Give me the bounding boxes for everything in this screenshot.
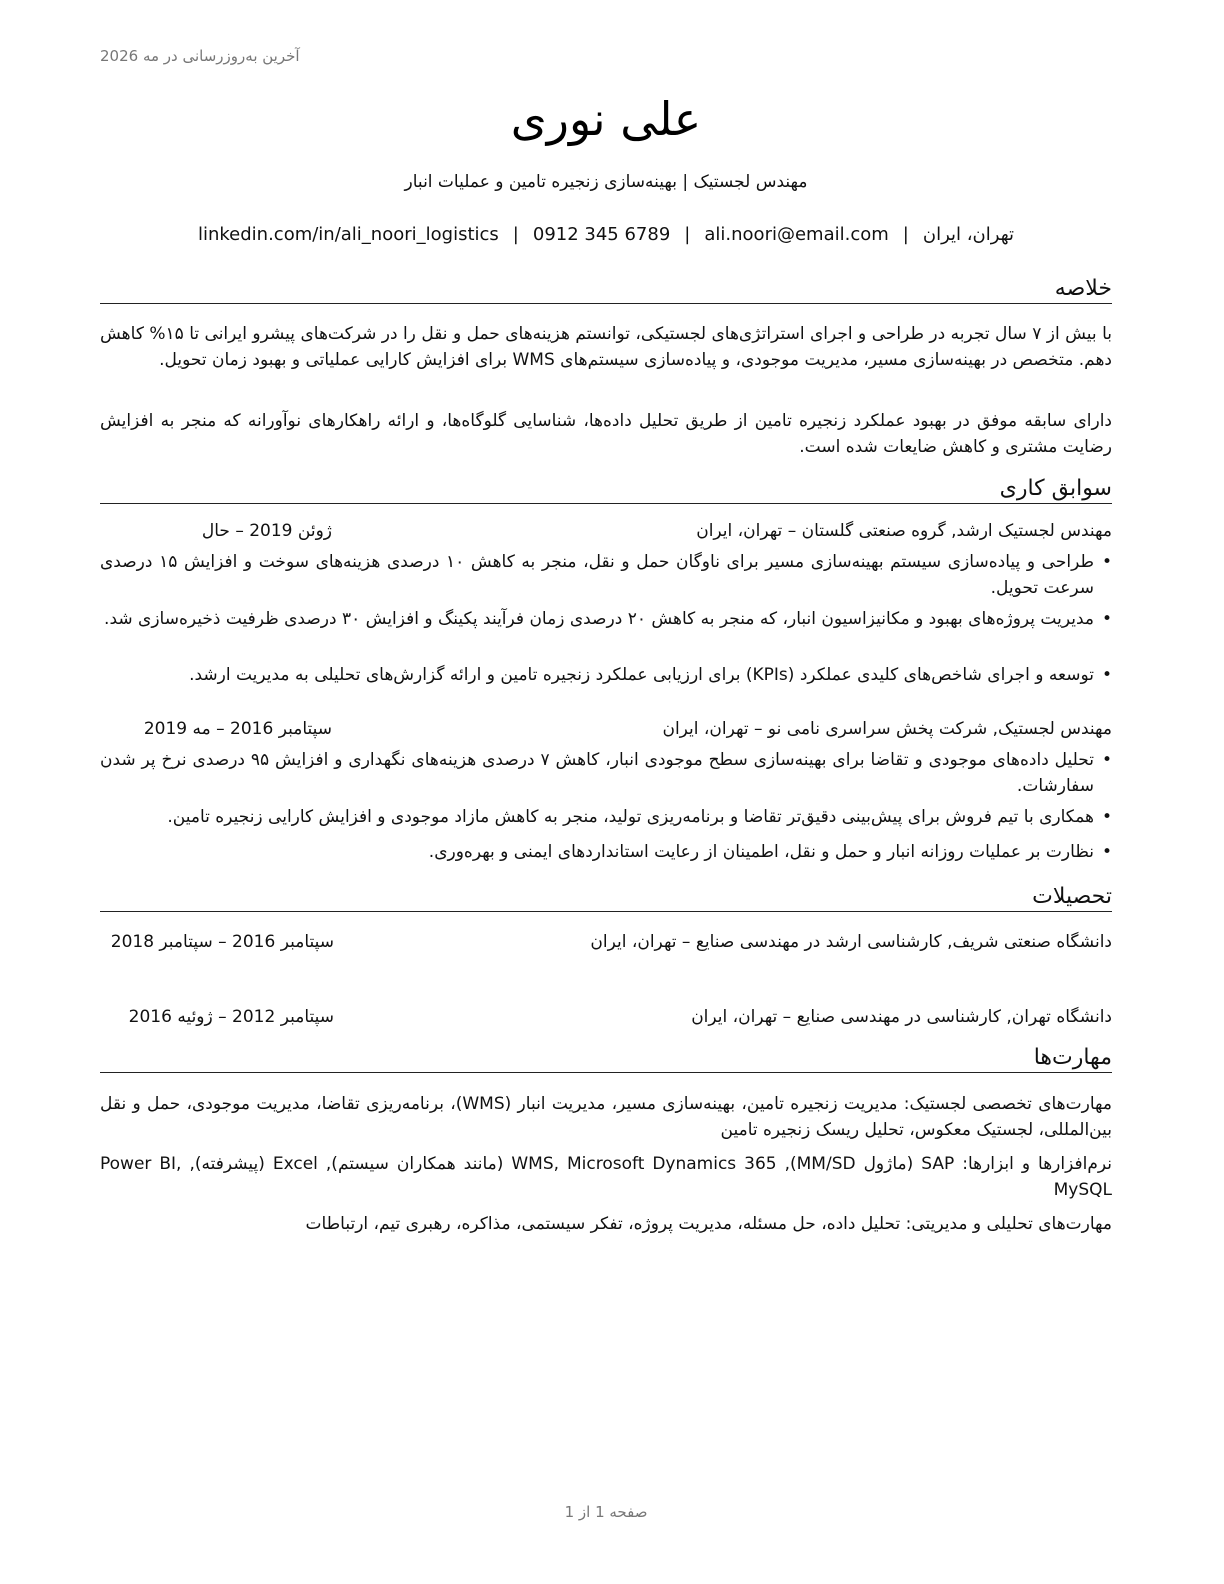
contact-separator: | — [684, 224, 691, 245]
skill-item: مهارت‌های تحلیلی و مدیریتی: تحلیل داده، حل مسئله، مدیریت پروژه، تفکر سیستمی، مذاکره، رهبری تیم، ارتباطات — [305, 1214, 1112, 1234]
section-title-education: تحصیلات — [100, 884, 1112, 912]
education-heading: دانشگاه صنعتی شریف, کارشناسی ارشد در مهندسی صنایع – تهران، ایران — [590, 932, 1112, 952]
job-title: مهندس لجستیک, شرکت پخش سراسری نامی نو – تهران، ایران — [662, 719, 1112, 739]
skill-item: نرم‌افزارها و ابزارها: SAP (ماژول MM/SD), WMS, Microsoft Dynamics 365 (مانند همکاران سیستم), Excel (پیشرفته), Power BI, MySQL — [100, 1154, 1112, 1200]
job-heading — [100, 518, 1112, 544]
job-bullet: • تحلیل داده‌های موجودی و تقاضا برای بهینه‌سازی سطح موجودی انبار، کاهش ۷ درصدی هزینه‌های نگهداری و افزایش ۹۵ درصدی نرخ پر شدن سفارشات. — [100, 747, 1112, 799]
job-title: مهندس لجستیک ارشد, گروه صنعتی گلستان – تهران، ایران — [696, 521, 1112, 541]
education-heading: دانشگاه تهران, کارشناسی در مهندسی صنایع – تهران، ایران — [691, 1007, 1112, 1027]
tagline: مهندس لجستیک | بهینه‌سازی زنجیره تامین و عملیات انبار — [404, 172, 808, 192]
education-dates: سپتامبر 2012 – ژوئیه 2016 — [128, 1007, 334, 1027]
page-number: صفحه 1 از 1 — [564, 1503, 648, 1521]
contact-linkedin[interactable]: linkedin.com/in/ali_noori_logistics — [197, 224, 499, 245]
skill-item: مهارت‌های تخصصی لجستیک: مدیریت زنجیره تامین، بهینه‌سازی مسیر، مدیریت انبار (WMS)، برنامه‌ریزی تقاضا، مدیریت موجودی، حمل و نقل بین‌المللی، لجستیک معکوس، تحلیل ریسک زنجیره تامین — [100, 1094, 1112, 1140]
contact-phone: 0912 345 6789 — [532, 224, 671, 245]
section-title-summary: خلاصه — [100, 276, 1112, 304]
person-name: علی نوری — [510, 92, 702, 146]
section-title-skills: مهارت‌ها — [100, 1045, 1112, 1073]
job-heading — [100, 716, 1112, 742]
summary-paragraph: با بیش از ۷ سال تجربه در طراحی و اجرای استراتژی‌های لجستیکی، توانستم هزینه‌های حمل و نقل را در شرکت‌های پیشرو ایرانی تا ۱۵% کاهش دهم. متخصص در بهینه‌سازی مسیر، مدیریت موجودی، و پیاده‌سازی سیستم‌های WMS برای افزایش کارایی عملیاتی و بهبود زمان تحویل. — [100, 324, 1113, 370]
job-bullet: • همکاری با تیم فروش برای پیش‌بینی دقیق‌تر تقاضا و برنامه‌ریزی تولید، منجر به کاهش مازاد موجودی و افزایش کارایی زنجیره تامین. — [100, 804, 1112, 830]
job-dates: ژوئن 2019 – حال — [201, 521, 332, 541]
job-dates: سپتامبر 2016 – مه 2019 — [143, 719, 332, 739]
contact-separator: | — [902, 224, 909, 245]
job-bullet: • توسعه و اجرای شاخص‌های کلیدی عملکرد (KPIs) برای ارزیابی عملکرد زنجیره تامین و ارائه گزارش‌های تحلیلی به مدیریت ارشد. — [100, 662, 1112, 688]
resume-page — [100, 0, 1112, 1584]
job-bullet: • مدیریت پروژه‌های بهبود و مکانیزاسیون انبار، که منجر به کاهش ۲۰ درصدی زمان فرآیند پکینگ و افزایش ۳۰ درصدی ظرفیت ذخیره‌سازی شد. — [100, 606, 1112, 632]
contact-location: تهران، ایران — [922, 224, 1015, 245]
contact-line — [100, 224, 1112, 245]
summary-paragraph: دارای سابقه موفق در بهبود عملکرد زنجیره تامین از طریق تحلیل داده‌ها، شناسایی گلوگاه‌ها، و ارائه راهکارهای نوآورانه که منجر به افزایش رضایت مشتری و کاهش ضایعات شده است. — [100, 411, 1112, 457]
job-bullet: • نظارت بر عملیات روزانه انبار و حمل و نقل، اطمینان از رعایت استانداردهای ایمنی و بهره‌وری. — [100, 839, 1112, 865]
section-title-experience: سوابق کاری — [100, 476, 1112, 504]
contact-separator: | — [512, 224, 519, 245]
last-updated: آخرین به‌روزرسانی در مه 2026 — [100, 47, 300, 65]
contact-email[interactable]: ali.noori@email.com — [704, 224, 889, 245]
job-bullet: • طراحی و پیاده‌سازی سیستم بهینه‌سازی مسیر برای ناوگان حمل و نقل، منجر به کاهش ۱۰ درصدی هزینه‌های سوخت و افزایش ۱۵ درصدی سرعت تحویل. — [100, 549, 1112, 601]
education-dates: سپتامبر 2016 – سپتامبر 2018 — [110, 932, 334, 952]
